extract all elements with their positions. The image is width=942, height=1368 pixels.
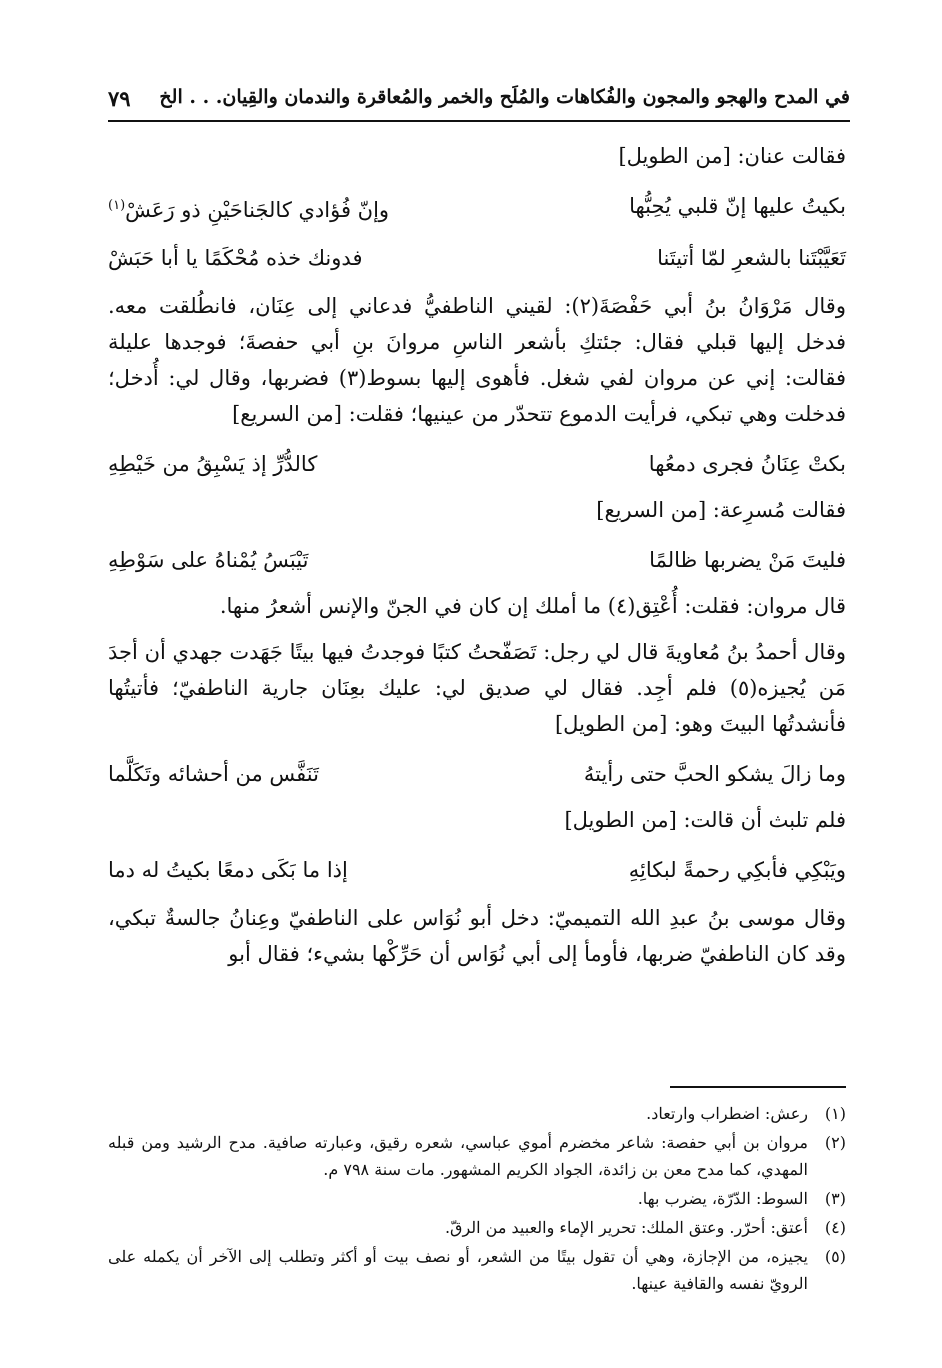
footnotes [108,1098,846,1299]
footnote-number: (٥) [824,1247,846,1266]
verse-first-hemistich: وما زالَ يشكو الحبَّ حتى رأيتهُ [583,762,846,786]
verse-second-hemistich-text: وإنّ فُؤادي كالجَناحَيْنِ ذو رَعَشْ [125,198,390,222]
paragraph: قال مروان: فقلت: أُعْتِق(٤) ما أملك إن كان في الجنّ والإنس أشعرُ منها. [219,594,846,618]
footnote-number: (٢) [824,1133,846,1152]
paragraph: وقال موسى بنُ عبدِ الله التميميّ: دخل أبو نُوَاس على الناطفيّ وعِنانُ جالسةٌ تبكي، وقد كان الناطفيّ ضربها، فأومأ إلى أبي نُوَاس أن حَرِّكْها بشيء؛ فقال أبو [108,906,846,966]
verse-line [108,754,846,794]
verse-first-hemistich: فليتَ مَنْ يضربها ظالمًا [649,548,846,572]
footnote-number: (١) [824,1104,846,1123]
paragraph: وقال مَرْوَانُ بنُ أبي حَفْصَةَ(٢): لقيني الناطفيُّ فدعاني إلى عِنَان، فانطُلقت معه. فدخل إليها قبلي فقال: جئتكِ بأشعر الناسِ مروانَ بنِ أبي حفصةَ؛ فوجدها عليلة فقالت: إني عن مروان لفي شغل. فأهوى إليها بسوط(٣) فضربها، وقال لي: أُدخل؛ فدخلت وهي تبكي، فرأيت الدموع تتحدّر من عينيها؛ فقلت: [من السريع] [108,294,846,426]
verse-second-hemistich: تَنَفَّس من أحشائه وتَكَلَّما [108,762,319,786]
verse-line [108,186,846,226]
footnote-ref: (١) [108,198,126,213]
footnote [108,1243,846,1297]
verse-line [108,540,846,580]
footnote [108,1100,846,1127]
footnote-text: مروان بن أبي حفصة: شاعر مخضرم أموي عباسي، شعره رقيق، وعبارته صافية. مدح الرشيد ومن قبله المهدي، كما مدح معن بن زائدة، الجواد الكريم المشهور. مات سنة ٧٩٨ م. [108,1133,808,1179]
page-number: ٧٩ [108,86,131,111]
footnote [108,1214,846,1241]
running-header [108,84,850,122]
verse-second-hemistich: تَيْبَسُ يُمْناهُ على سَوْطِهِ [108,548,309,572]
paragraph: وقال أحمدُ بنُ مُعاويةَ قال لي رجل: تَصَفّحتُ كتبًا فوجدتُ فيها بيتًا جَهَدت جهدي أن أجدَ مَن يُجيزه(٥) فلم أجِد. فقال لي صديق لي: عليك بعِنَان جارية الناطفيّ؛ فأتيتُها فأنشدتُها البيتَ وهو: [من الطويل] [108,640,846,736]
header-title: في المدح والهجو والمجون والفُكاهات والمُلَح والخمر والمُعاقرة والندمان والقِيان. . . الخ [159,86,850,108]
footnote-separator [670,1086,846,1088]
verse-first-hemistich: بكيتُ عليها إنّ قلبي يُحِبُّها [629,194,846,218]
footnote-text: أعتق: أحرّر. وعتق الملك: تحرير الإماء والعبيد من الرقّ. [444,1218,808,1237]
paragraph: فلم تلبث أن قالت: [من الطويل] [564,808,846,832]
verse-first-hemistich: ويَبْكِي فأبكِي رحمةً لبكائِهِ [628,858,846,882]
footnote [108,1185,846,1212]
verse-second-hemistich: كالدُّرِّ إذ يَسْبِقُ من خَيْطِهِ [108,452,318,476]
footnote-number: (٤) [824,1218,846,1237]
footnote [108,1129,846,1183]
verse-first-hemistich: تَعَيَّبْتَنا بالشعرِ لمّا أتيتَنا [657,246,846,270]
verse-first-hemistich: بكتْ عِنَانُ فجرى دمعُها [648,452,846,476]
main-text [108,138,846,972]
verse-second-hemistich: فدونك خذه مُحْكَمًا يا أبا حَبَشْ [108,246,363,270]
verse-line [108,444,846,484]
verse-second-hemistich [108,186,462,226]
paragraph: فقالت مُسرِعة: [من السريع] [596,498,846,522]
paragraph: فقالت عنان: [من الطويل] [618,144,846,168]
verse-line [108,238,846,278]
verse-line [108,850,846,890]
footnote-number: (٣) [824,1189,846,1208]
verse-second-hemistich: إذا ما بَكَى دمعًا بكيتُ له دما [108,858,348,882]
footnote-text: يجيزه، من الإجازة، وهي أن تقول بيتًا من الشعر، أو نصف بيت أو أكثر وتطلب إلى الآخر أن يكمله على الرويّ نفسه والقافية عينها. [108,1247,808,1293]
footnote-text: السوط: الدّرّة، يضرب بها. [637,1189,808,1208]
footnote-text: رعش: اضطراب وارتعاد. [646,1104,808,1123]
